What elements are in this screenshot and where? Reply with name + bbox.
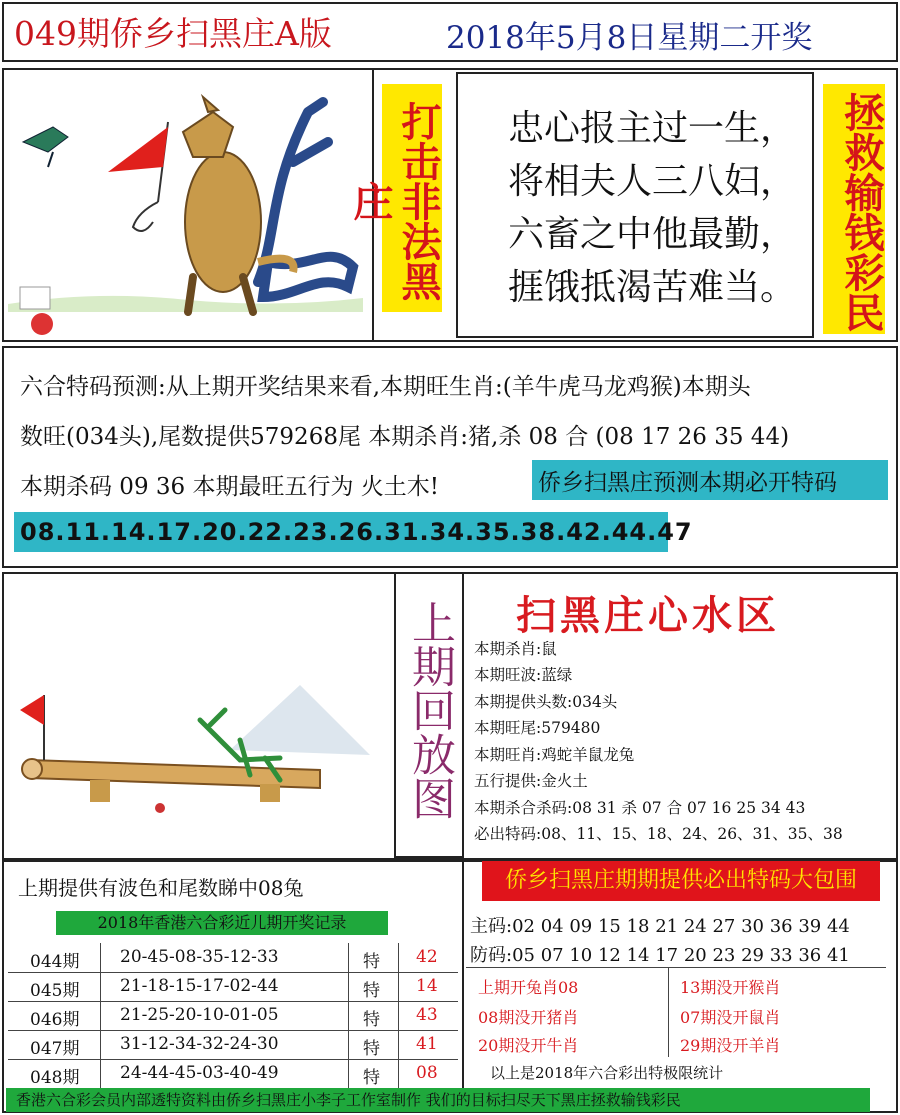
te-cell: 特 bbox=[363, 1039, 380, 1059]
prediction-line-2: 数旺(034头),尾数提供579268尾 本期杀肖:猪,杀 08 合 (08 17 26 35 44) bbox=[20, 424, 790, 450]
special-cell: 42 bbox=[416, 947, 438, 967]
poem-line-3: 六畜之中他最勤， bbox=[508, 214, 797, 255]
table-row bbox=[8, 943, 458, 973]
table-col-line bbox=[100, 943, 101, 1089]
info-item: 五行提供:金火土 bbox=[474, 772, 588, 790]
stat-item: 29期没开羊肖 bbox=[680, 1036, 781, 1055]
table-row bbox=[8, 1001, 458, 1031]
poem-line-4: 捱饿抵渴苦难当。 bbox=[508, 267, 797, 308]
stat-item: 07期没开鼠肖 bbox=[680, 1008, 781, 1027]
special-cell: 41 bbox=[416, 1034, 438, 1054]
issue-cell: 048期 bbox=[30, 1068, 80, 1088]
special-cell: 43 bbox=[416, 1005, 438, 1025]
special-cell: 14 bbox=[416, 976, 438, 996]
main-codes: 主码:02 04 09 15 18 21 24 27 30 36 39 44 bbox=[470, 916, 850, 937]
table-col-line bbox=[398, 943, 399, 1089]
banner-save-players: 拯救输钱彩民 bbox=[823, 84, 885, 334]
stat-item: 上期开兔肖08 bbox=[478, 978, 579, 997]
stat-item: 20期没开牛肖 bbox=[478, 1036, 579, 1055]
issue-cell: 046期 bbox=[30, 1010, 80, 1030]
issue-cell: 047期 bbox=[30, 1039, 80, 1059]
numbers-cell: 31-12-34-32-24-30 bbox=[120, 1034, 279, 1054]
table-row bbox=[8, 1030, 458, 1060]
stats-divider bbox=[668, 967, 669, 1057]
info-item: 本期旺尾:579480 bbox=[474, 719, 601, 737]
issue-cell: 044期 bbox=[30, 952, 80, 972]
guard-codes: 防码:05 07 10 12 14 17 20 23 29 33 36 41 bbox=[470, 945, 850, 966]
heart-water-title: 扫黑庄心水区 bbox=[516, 592, 780, 639]
mantis-illustration bbox=[10, 680, 390, 820]
bottom-divider bbox=[462, 858, 464, 1090]
draw-date: 2018年5月8日星期二开奖 bbox=[446, 20, 813, 56]
numbers-cell: 21-18-15-17-02-44 bbox=[120, 976, 279, 996]
issue-cell: 045期 bbox=[30, 981, 80, 1001]
info-item: 本期提供头数:034头 bbox=[474, 693, 618, 711]
poem-line-2: 将相夫人三八妇， bbox=[508, 161, 797, 202]
te-cell: 特 bbox=[363, 1010, 380, 1030]
must-open-codes: 08.11.14.17.20.22.23.26.31.34.35.38.42.44.47 bbox=[14, 512, 668, 552]
info-item: 本期杀肖:鼠 bbox=[474, 640, 557, 658]
table-row bbox=[8, 972, 458, 1002]
prediction-line-3: 本期杀码 09 36 本期最旺五行为 火土木! bbox=[20, 474, 440, 500]
info-item: 本期旺肖:鸡蛇羊鼠龙兔 bbox=[474, 746, 635, 764]
must-open-label: 侨乡扫黑庄预测本期必开特码 bbox=[532, 460, 888, 500]
big-surround-banner: 侨乡扫黑庄期期提供必出特码大包围 bbox=[482, 861, 880, 901]
stat-item: 13期没开猴肖 bbox=[680, 978, 781, 997]
table-col-line bbox=[348, 943, 349, 1089]
info-item: 必出特码:08、11、15、18、24、26、31、35、38 bbox=[474, 825, 843, 843]
stat-item: 08期没开猪肖 bbox=[478, 1008, 579, 1027]
table-row bbox=[8, 1059, 458, 1088]
numbers-cell: 20-45-08-35-12-33 bbox=[120, 947, 279, 967]
numbers-cell: 21-25-20-10-01-05 bbox=[120, 1005, 279, 1025]
dog-illustration bbox=[8, 72, 370, 338]
te-cell: 特 bbox=[363, 981, 380, 1001]
info-item: 本期杀合杀码:08 31 杀 07 合 07 16 25 34 43 bbox=[474, 799, 806, 817]
history-header: 2018年香港六合彩近儿期开奖记录 bbox=[56, 911, 388, 935]
te-cell: 特 bbox=[363, 1068, 380, 1088]
footer-banner: 香港六合彩会员内部透特资料由侨乡扫黑庄小李子工作室制作 我们的目标扫尽天下黑庄拯救输钱彩民 bbox=[6, 1088, 870, 1112]
prediction-line-1: 六合特码预测:从上期开奖结果来看,本期旺生肖:(羊牛虎马龙鸡猴)本期头 bbox=[20, 374, 751, 400]
review-vertical-title: 上期回放图 bbox=[404, 600, 455, 820]
numbers-cell: 24-44-45-03-40-49 bbox=[120, 1063, 279, 1083]
banner-crack-down: 打击非法黑庄 bbox=[382, 84, 442, 312]
special-cell: 08 bbox=[416, 1063, 438, 1083]
hit-note: 上期提供有波色和尾数睇中08兔 bbox=[18, 876, 304, 900]
page-title: 049期侨乡扫黑庄A版 bbox=[14, 14, 332, 53]
te-cell: 特 bbox=[363, 952, 380, 972]
stats-note: 以上是2018年六合彩出特极限统计 bbox=[490, 1064, 724, 1082]
poem-line-1: 忠心报主过一生， bbox=[508, 108, 797, 149]
info-item: 本期旺波:蓝绿 bbox=[474, 666, 573, 684]
